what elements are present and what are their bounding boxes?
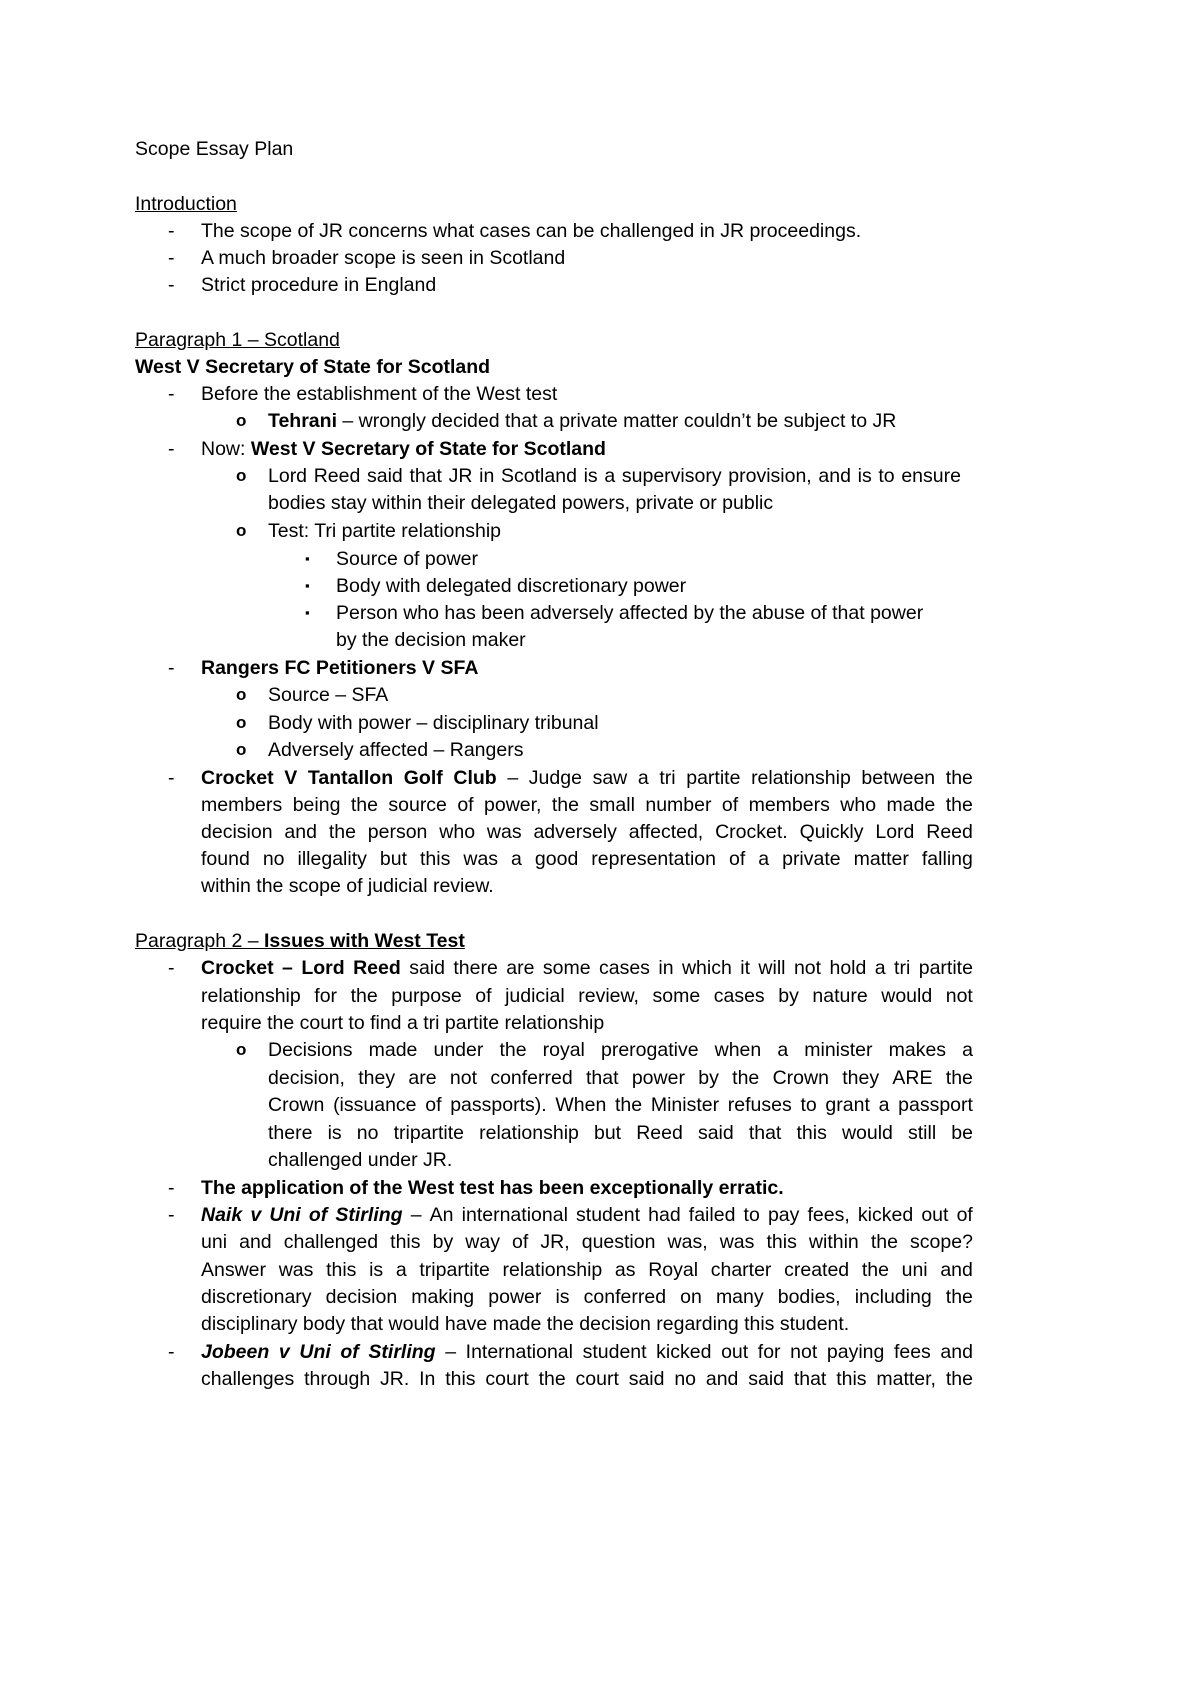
heading-prefix: Paragraph 2 – xyxy=(135,930,265,952)
paragraph-line: decision and the person who was adversely affected, Crocket. Quickly Lord Reed xyxy=(201,821,973,843)
circle-bullet: o xyxy=(236,1040,247,1059)
circle-bullet: o xyxy=(236,740,247,759)
paragraph-line: Decisions made under the royal prerogative when a minister makes a xyxy=(268,1039,973,1061)
circle-bullet: o xyxy=(236,713,247,732)
paragraph-2-heading xyxy=(135,928,465,954)
case-title: West V Secretary of State for Scotland xyxy=(135,356,491,378)
list-item: Crocket V Tantallon Golf Club – Judge saw a tri partite relationship between the xyxy=(201,767,973,789)
paragraph-1-heading: Paragraph 1 – Scotland xyxy=(135,329,340,351)
paragraph-line: decision, they are not conferred that power by the Crown they ARE the xyxy=(268,1067,973,1089)
paragraph-line: discretionary decision making power is conferred on many bodies, including the xyxy=(201,1286,973,1308)
list-item: Source – SFA xyxy=(268,684,389,706)
dash-bullet: - xyxy=(168,438,175,460)
paragraph-line: uni and challenged this by way of JR, question was, was this within the scope? xyxy=(201,1231,973,1253)
square-bullet: ▪ xyxy=(305,551,310,566)
list-item: Crocket – Lord Reed said there are some cases in which it will not hold a tri partite xyxy=(201,957,973,979)
intro-item: A much broader scope is seen in Scotland xyxy=(201,247,566,269)
dash-bullet: - xyxy=(168,767,175,789)
dash-bullet: - xyxy=(168,1204,175,1226)
paragraph-line: members being the source of power, the small number of members who made the xyxy=(201,794,973,816)
test-item: Source of power xyxy=(336,548,478,570)
document-title: Scope Essay Plan xyxy=(135,138,294,160)
circle-bullet: o xyxy=(236,521,247,540)
test-item: Person who has been adversely affected by the abuse of that power xyxy=(336,602,924,624)
dash-bullet: - xyxy=(168,220,175,242)
list-item: Naik v Uni of Stirling – An international student had failed to pay fees, kicked out of xyxy=(201,1204,973,1226)
paragraph-line: relationship for the purpose of judicial review, some cases by nature would not xyxy=(201,985,973,1007)
paragraph-line: Answer was this is a tripartite relationship as Royal charter created the uni and xyxy=(201,1259,973,1281)
circle-bullet: o xyxy=(236,466,247,485)
dash-bullet: - xyxy=(168,957,175,979)
paragraph-line: challenged under JR. xyxy=(268,1149,453,1171)
list-item: Test: Tri partite relationship xyxy=(268,520,502,542)
intro-item: Strict procedure in England xyxy=(201,274,437,296)
dash-bullet: - xyxy=(168,1177,175,1199)
list-item xyxy=(201,436,606,462)
dash-bullet: - xyxy=(168,657,175,679)
case-name: West V Secretary of State for Scotland xyxy=(250,438,606,460)
list-item-continued: bodies stay within their delegated powers, private or public xyxy=(268,492,774,514)
list-item: Before the establishment of the West test xyxy=(201,383,558,405)
paragraph-line: there is no tripartite relationship but Reed said that this would still be xyxy=(268,1122,973,1144)
paragraph-line: within the scope of judicial review. xyxy=(201,875,494,897)
case-name: Tehrani xyxy=(268,410,337,432)
intro-item: The scope of JR concerns what cases can be challenged in JR proceedings. xyxy=(201,220,862,242)
list-item: Adversely affected – Rangers xyxy=(268,739,524,761)
paragraph-line: challenges through JR. In this court the court said no and said that this matter, the xyxy=(201,1368,973,1390)
square-bullet: ▪ xyxy=(305,578,310,593)
heading-topic: Issues with West Test xyxy=(264,930,465,952)
paragraph-line: found no illegality but this was a good representation of a private matter falling xyxy=(201,848,973,870)
circle-bullet: o xyxy=(236,411,247,430)
case-name: Rangers FC Petitioners V SFA xyxy=(201,657,479,679)
list-item xyxy=(268,408,896,434)
dash-bullet: - xyxy=(168,274,175,296)
list-item: Body with power – disciplinary tribunal xyxy=(268,712,599,734)
dash-bullet: - xyxy=(168,247,175,269)
square-bullet: ▪ xyxy=(305,605,310,620)
case-note: – wrongly decided that a private matter couldn’t be subject to JR xyxy=(336,410,897,432)
dash-bullet: - xyxy=(168,1341,175,1363)
list-item: The application of the West test has been exceptionally erratic. xyxy=(201,1177,784,1199)
list-item: Lord Reed said that JR in Scotland is a supervisory provision, and is to ensure xyxy=(268,465,961,487)
test-item: Body with delegated discretionary power xyxy=(336,575,687,597)
test-item-continued: by the decision maker xyxy=(336,629,526,651)
paragraph-line: Crown (issuance of passports). When the Minister refuses to grant a passport xyxy=(268,1094,973,1116)
list-item: Jobeen v Uni of Stirling – International student kicked out for not paying fees and xyxy=(201,1341,973,1363)
paragraph-line: require the court to find a tri partite relationship xyxy=(201,1012,605,1034)
dash-bullet: - xyxy=(168,383,175,405)
now-label: Now: xyxy=(201,438,251,460)
intro-heading: Introduction xyxy=(135,193,237,215)
circle-bullet: o xyxy=(236,685,247,704)
paragraph-line: disciplinary body that would have made the decision regarding this student. xyxy=(201,1313,850,1335)
